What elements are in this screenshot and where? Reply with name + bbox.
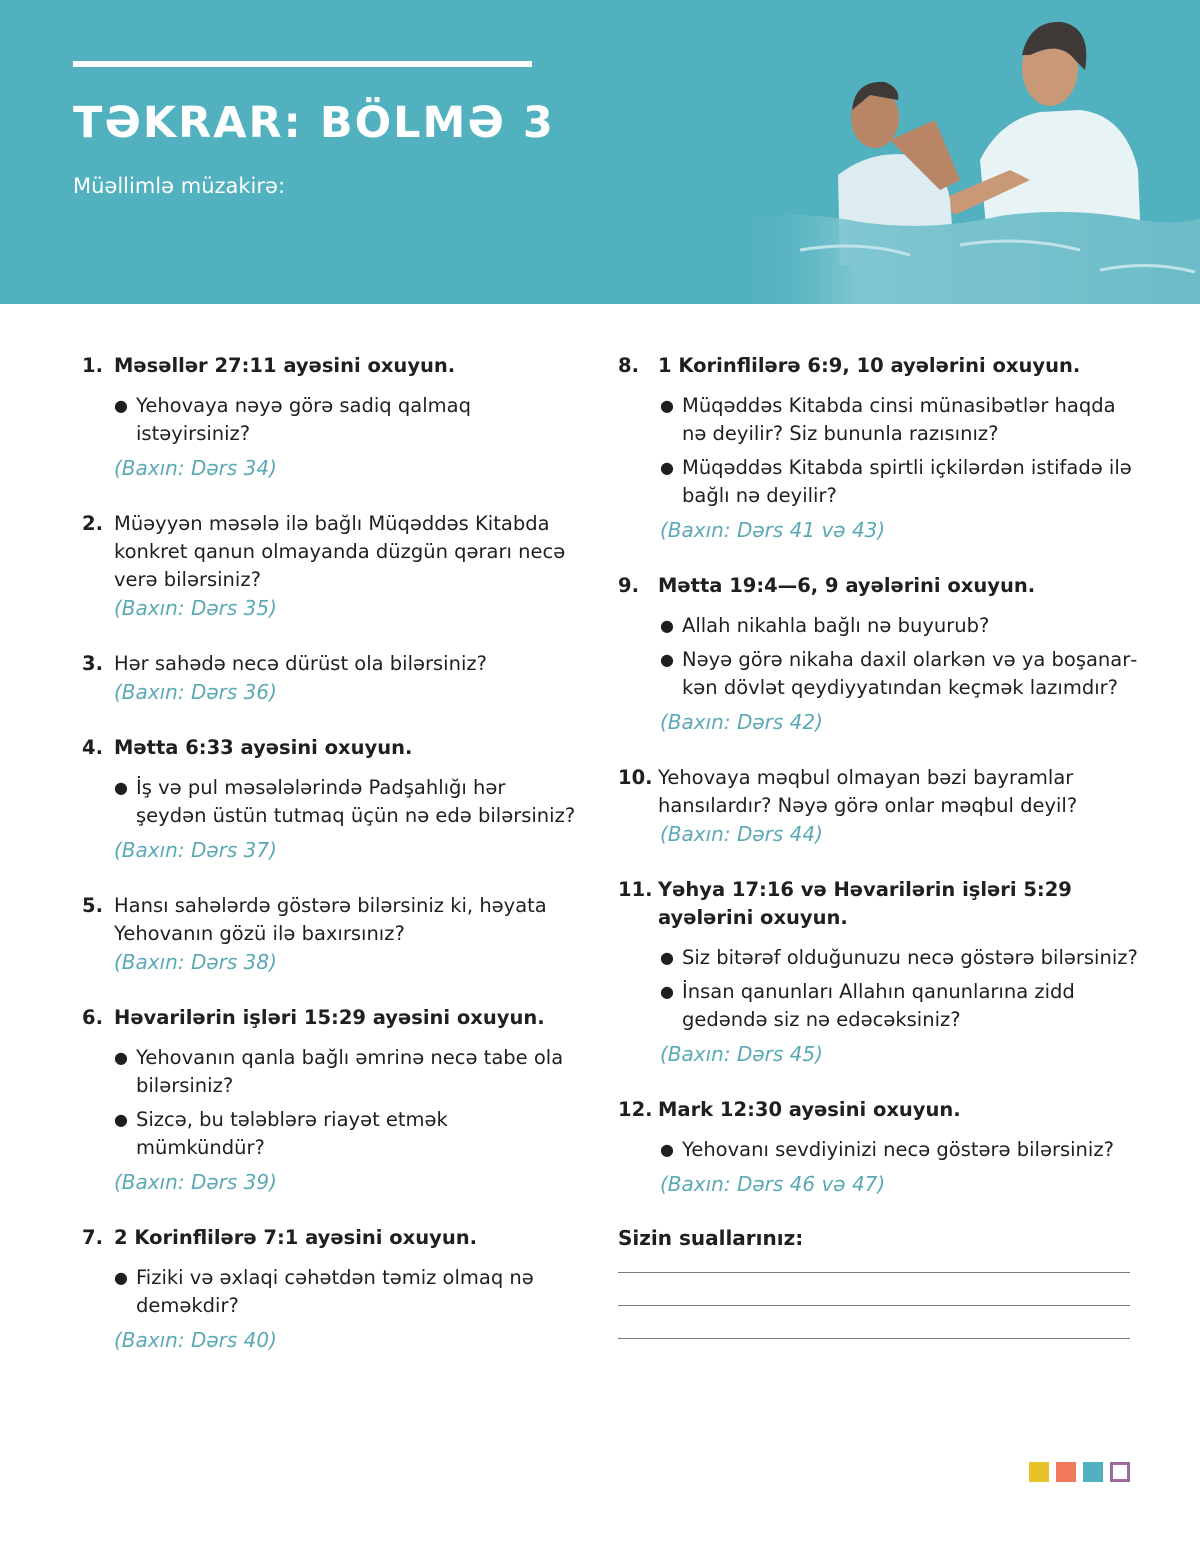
bullet-item	[114, 1044, 582, 1100]
bullet-text: Yehovanın qanla bağlı əmrinə necə tabe ola bilərsiniz?	[136, 1046, 564, 1097]
lesson-reference: (Baxın: Dərs 37)	[114, 838, 277, 862]
footer-squares	[1029, 1462, 1130, 1482]
bullet-item	[660, 1136, 1138, 1164]
question-text: Məsəllər 27:11 ayəsini oxuyun.	[114, 354, 456, 377]
bullet-text: Müqəddəs Kitabda spirtli içkilərdən istifadə ilə bağlı nə deyilir?	[682, 456, 1132, 507]
bullet-item	[660, 612, 1138, 640]
answer-line[interactable]	[618, 1272, 1130, 1273]
header-rule	[73, 61, 532, 67]
question-text: Mətta 19:4—6, 9 ayələrini oxuyun.	[658, 574, 1036, 597]
bullet-dot-icon: ●	[114, 1268, 128, 1287]
bullet-item	[660, 392, 1138, 448]
question-item	[82, 510, 582, 622]
question-item	[82, 650, 582, 706]
bullet-item	[660, 646, 1138, 702]
bullet-item	[114, 1106, 582, 1162]
question-text: Həvarilərin işləri 15:29 ayəsini oxuyun.	[114, 1006, 545, 1029]
questions-right-column	[618, 352, 1138, 1371]
bullet-text: İş və pul məsələlərində Padşahlığı hər şeydən üstün tutmaq üçün nə edə bilərsiniz?	[136, 776, 576, 827]
decorative-square-icon	[1083, 1462, 1103, 1482]
bullet-dot-icon: ●	[114, 778, 128, 797]
lesson-reference: (Baxın: Dərs 44)	[660, 822, 823, 846]
bullet-dot-icon: ●	[114, 1110, 128, 1129]
question-item	[618, 764, 1138, 848]
question-text: Yəhya 17:16 və Həvarilərin işləri 5:29 ayələrini oxuyun.	[658, 878, 1072, 929]
question-number: 4.	[82, 736, 103, 759]
question-text: Hər sahədə necə dürüst ola bilərsiniz?	[114, 652, 487, 675]
answer-line[interactable]	[618, 1338, 1130, 1339]
question-bullets	[82, 1264, 582, 1320]
question-item	[618, 572, 1138, 736]
bullet-dot-icon: ●	[660, 396, 674, 415]
question-item	[82, 892, 582, 976]
question-bullets	[82, 392, 582, 448]
your-questions-label: Sizin suallarınız:	[618, 1226, 804, 1250]
question-text: Mətta 6:33 ayəsini oxuyun.	[114, 736, 413, 759]
question-item	[82, 1004, 582, 1196]
decorative-square-icon	[1056, 1462, 1076, 1482]
question-item	[618, 876, 1138, 1068]
question-number: 3.	[82, 652, 103, 675]
question-text: Hansı sahələrdə göstərə bilərsiniz ki, həyata Yehovanın gözü ilə baxırsınız?	[114, 894, 547, 945]
bullet-text: Yehovaya nəyə görə sadiq qalmaq istəyirsiniz?	[136, 394, 471, 445]
bullet-text: Nəyə görə nikaha daxil olarkən və ya boşanarkən dövlət qeydiyyatından keçmək lazımdır?	[682, 648, 1138, 699]
question-number: 10.	[618, 766, 653, 789]
lesson-reference: (Baxın: Dərs 36)	[114, 680, 277, 704]
bullet-item	[114, 392, 582, 448]
bullet-dot-icon: ●	[660, 650, 674, 669]
lesson-reference: (Baxın: Dərs 42)	[660, 710, 823, 734]
question-item	[82, 734, 582, 864]
question-number: 9.	[618, 574, 639, 597]
question-text: 1 Korinflilərə 6:9, 10 ayələrini oxuyun.	[658, 354, 1081, 377]
question-bullets	[618, 612, 1138, 702]
bullet-item	[660, 978, 1138, 1034]
bullet-text: Allah nikahla bağlı nə buyurub?	[682, 614, 990, 637]
question-number: 11.	[618, 878, 653, 901]
bullet-item	[660, 944, 1138, 972]
page-title: TƏKRAR: BÖLMƏ 3	[73, 98, 555, 148]
question-text: Yehovaya məqbul olmayan bəzi bayramlar hansılardır? Nəyə görə onlar məqbul deyil?	[658, 766, 1078, 817]
bullet-dot-icon: ●	[114, 1048, 128, 1067]
question-number: 6.	[82, 1006, 103, 1029]
question-bullets	[618, 944, 1138, 1034]
question-item	[82, 1224, 582, 1354]
lesson-reference: (Baxın: Dərs 39)	[114, 1170, 277, 1194]
bullet-text: İnsan qanunları Allahın qanunlarına zidd gedəndə siz nə edəcəksiniz?	[682, 980, 1075, 1031]
question-item	[618, 352, 1138, 544]
question-bullets	[82, 774, 582, 830]
question-bullets	[82, 1044, 582, 1162]
lesson-reference: (Baxın: Dərs 41 və 43)	[660, 518, 886, 542]
decorative-square-icon	[1029, 1462, 1049, 1482]
question-bullets	[618, 392, 1138, 510]
bullet-dot-icon: ●	[114, 396, 128, 415]
baptism-illustration	[740, 0, 1200, 304]
lesson-reference: (Baxın: Dərs 35)	[114, 596, 277, 620]
question-text: 2 Korinflilərə 7:1 ayəsini oxuyun.	[114, 1226, 477, 1249]
lesson-reference: (Baxın: Dərs 45)	[660, 1042, 823, 1066]
header-banner	[0, 0, 1200, 304]
question-text: Müəyyən məsələ ilə bağlı Müqəddəs Kitabda konkret qanun olmayanda düzgün qərarı necə verə bilərsiniz?	[114, 512, 566, 591]
lesson-reference: (Baxın: Dərs 38)	[114, 950, 277, 974]
bullet-dot-icon: ●	[660, 1140, 674, 1159]
question-item	[618, 1096, 1138, 1198]
bullet-text: Sizcə, bu tələblərə riayət etmək mümkündür?	[136, 1108, 448, 1159]
questions-left-column	[82, 352, 582, 1382]
question-number: 2.	[82, 512, 103, 535]
lesson-reference: (Baxın: Dərs 34)	[114, 456, 277, 480]
bullet-dot-icon: ●	[660, 616, 674, 635]
question-number: 7.	[82, 1226, 103, 1249]
bullet-dot-icon: ●	[660, 458, 674, 477]
bullet-item	[660, 454, 1138, 510]
question-item	[82, 352, 582, 482]
question-number: 1.	[82, 354, 103, 377]
question-number: 12.	[618, 1098, 653, 1121]
question-text: Mark 12:30 ayəsini oxuyun.	[658, 1098, 961, 1121]
bullet-text: Siz bitərəf olduğunuzu necə göstərə bilərsiniz?	[682, 946, 1138, 969]
bullet-item	[114, 774, 582, 830]
question-bullets	[618, 1136, 1138, 1164]
lesson-reference: (Baxın: Dərs 40)	[114, 1328, 277, 1352]
page-subtitle: Müəllimlə müzakirə:	[73, 174, 286, 198]
bullet-dot-icon: ●	[660, 982, 674, 1001]
bullet-text: Müqəddəs Kitabda cinsi münasibətlər haqda nə deyilir? Siz bununla razısınız?	[682, 394, 1116, 445]
bullet-dot-icon: ●	[660, 948, 674, 967]
bullet-text: Yehovanı sevdiyinizi necə göstərə bilərsiniz?	[682, 1138, 1114, 1161]
lesson-reference: (Baxın: Dərs 46 və 47)	[660, 1172, 886, 1196]
bullet-item	[114, 1264, 582, 1320]
answer-line[interactable]	[618, 1305, 1130, 1306]
question-number: 5.	[82, 894, 103, 917]
bullet-text: Fiziki və əxlaqi cəhətdən təmiz olmaq nə deməkdir?	[136, 1266, 534, 1317]
question-number: 8.	[618, 354, 639, 377]
decorative-square-icon	[1110, 1462, 1130, 1482]
